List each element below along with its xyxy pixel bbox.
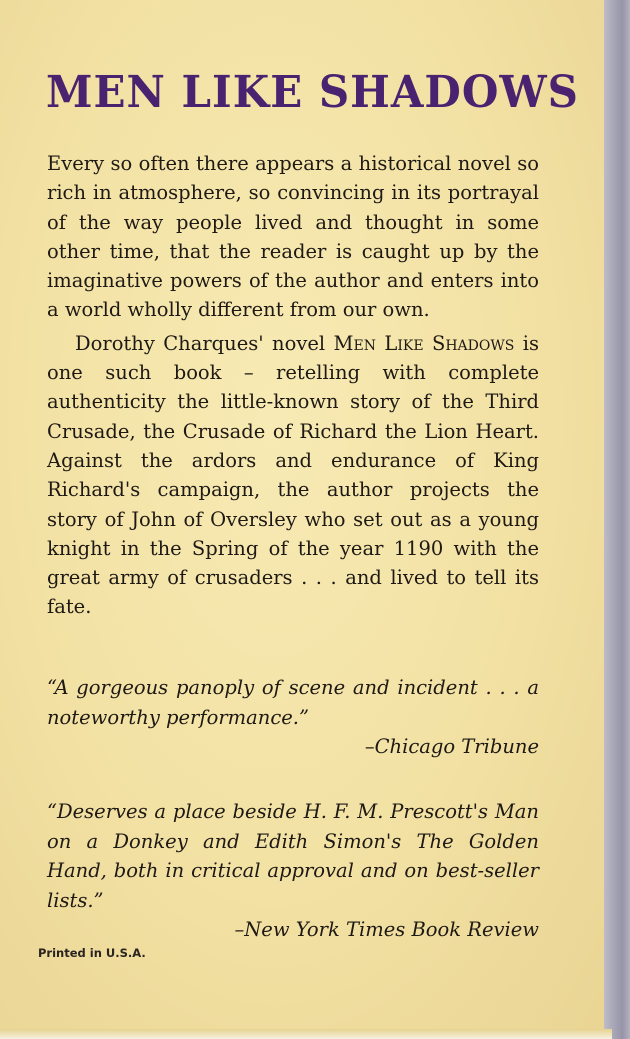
blurb [47, 149, 539, 622]
review-quote-1 [47, 673, 539, 762]
review-quote-2 [47, 797, 539, 945]
blurb-paragraph-2 [47, 329, 539, 622]
printed-notice: Printed in U.S.A. [38, 946, 146, 960]
paragraph-2-rest: is one such book – retelling with complete authenticity the little-known story of the Third Crusade, the Crusade of Richard the Lion Heart. Against the ardors and endurance of King Richard's campaign, the author projects the story of John of Oversley who set out as a young knight in the Spring of the year 1190 with the great army of crusaders . . . and lived to tell its fate. [47, 331, 539, 619]
quote-1-text: “A gorgeous panoply of scene and incident . . . a noteworthy performance.” [47, 676, 539, 729]
paragraph-2-title: Men Like Shadows [333, 331, 515, 355]
page-bottom-edge [0, 1029, 612, 1039]
paragraph-2-start: Dorothy Charques' novel [75, 331, 334, 355]
quote-1-source: –Chicago Tribune [364, 735, 539, 759]
quote-2-source: –New York Times Book Review [234, 918, 539, 942]
book-title: MEN LIKE SHADOWS [46, 66, 579, 118]
quote-2-text: “Deserves a place beside H. F. M. Prescott's Man on a Donkey and Edith Simon's The Golden Hand, both in critical approval and on best-seller lists.” [47, 800, 539, 912]
book-spine [604, 0, 630, 1039]
blurb-paragraph-1: Every so often there appears a historical novel so rich in atmosphere, so convincing in its portrayal of the way people lived and thought in some other time, that the reader is caught up by the imaginative powers of the author and enters into a world wholly different from our own. [47, 152, 539, 322]
